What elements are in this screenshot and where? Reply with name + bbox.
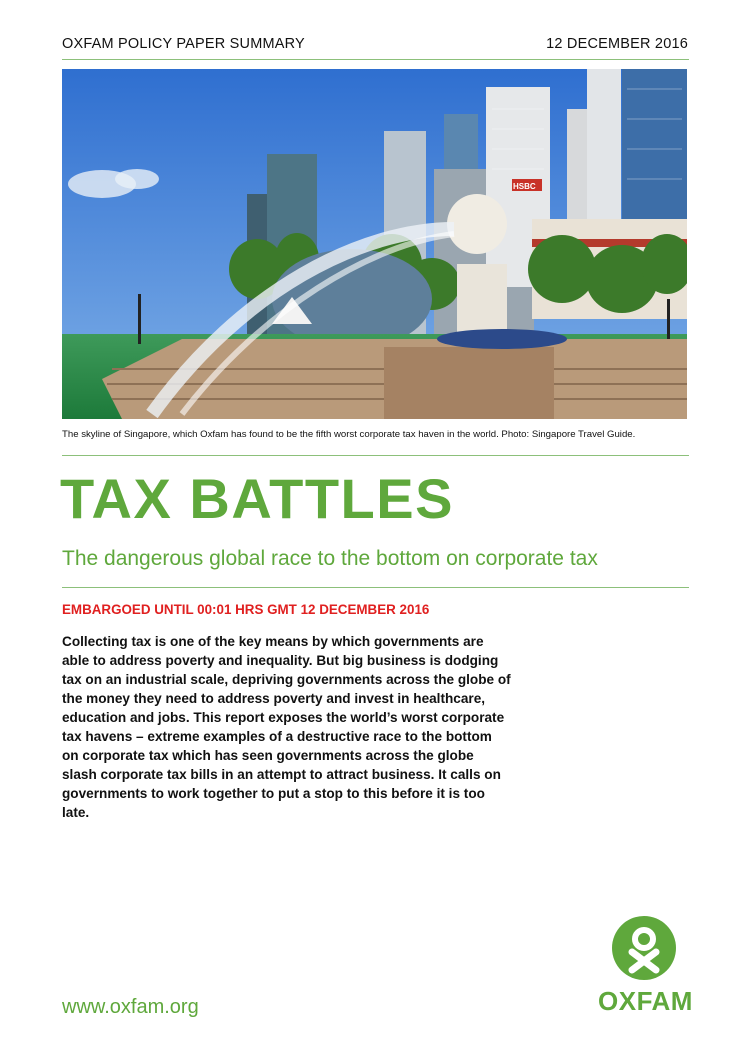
subtitle-divider xyxy=(62,587,689,588)
oxfam-logo xyxy=(598,916,693,1017)
report-subtitle: The dangerous global race to the bottom on corporate tax xyxy=(62,547,598,570)
cover-photo xyxy=(62,69,687,419)
photo-caption: The skyline of Singapore, which Oxfam has found to be the fifth worst corporate tax haven in the world. Photo: Singapore Travel Guide. xyxy=(62,429,636,440)
embargo-notice: EMBARGOED UNTIL 00:01 HRS GMT 12 DECEMBER 2016 xyxy=(62,602,430,617)
website-link[interactable]: www.oxfam.org xyxy=(62,996,199,1018)
summary-paragraph: Collecting tax is one of the key means by which governments are able to address poverty and inequality. But big business is dodging tax on an industrial scale, depriving governments across the globe of the money they need to address poverty and invest in healthcare, education and jobs. This report exposes the world’s worst corporate tax havens – extreme examples of a destructive race to the bottom on corporate tax which has seen governments across the globe slash corporate tax bills in an attempt to attract business. It calls on governments to work together to put a stop to this before it is too late. xyxy=(62,634,511,820)
oxfam-logo-text: OXFAM xyxy=(598,986,693,1016)
caption-divider xyxy=(62,455,689,456)
document-date: 12 DECEMBER 2016 xyxy=(546,36,688,52)
document-header-label: OXFAM POLICY PAPER SUMMARY xyxy=(62,36,305,52)
oxfam-logo-icon xyxy=(612,916,676,980)
report-title: TAX BATTLES xyxy=(60,467,454,530)
header-divider xyxy=(62,59,689,60)
bank-sign: HSBC xyxy=(513,182,536,191)
